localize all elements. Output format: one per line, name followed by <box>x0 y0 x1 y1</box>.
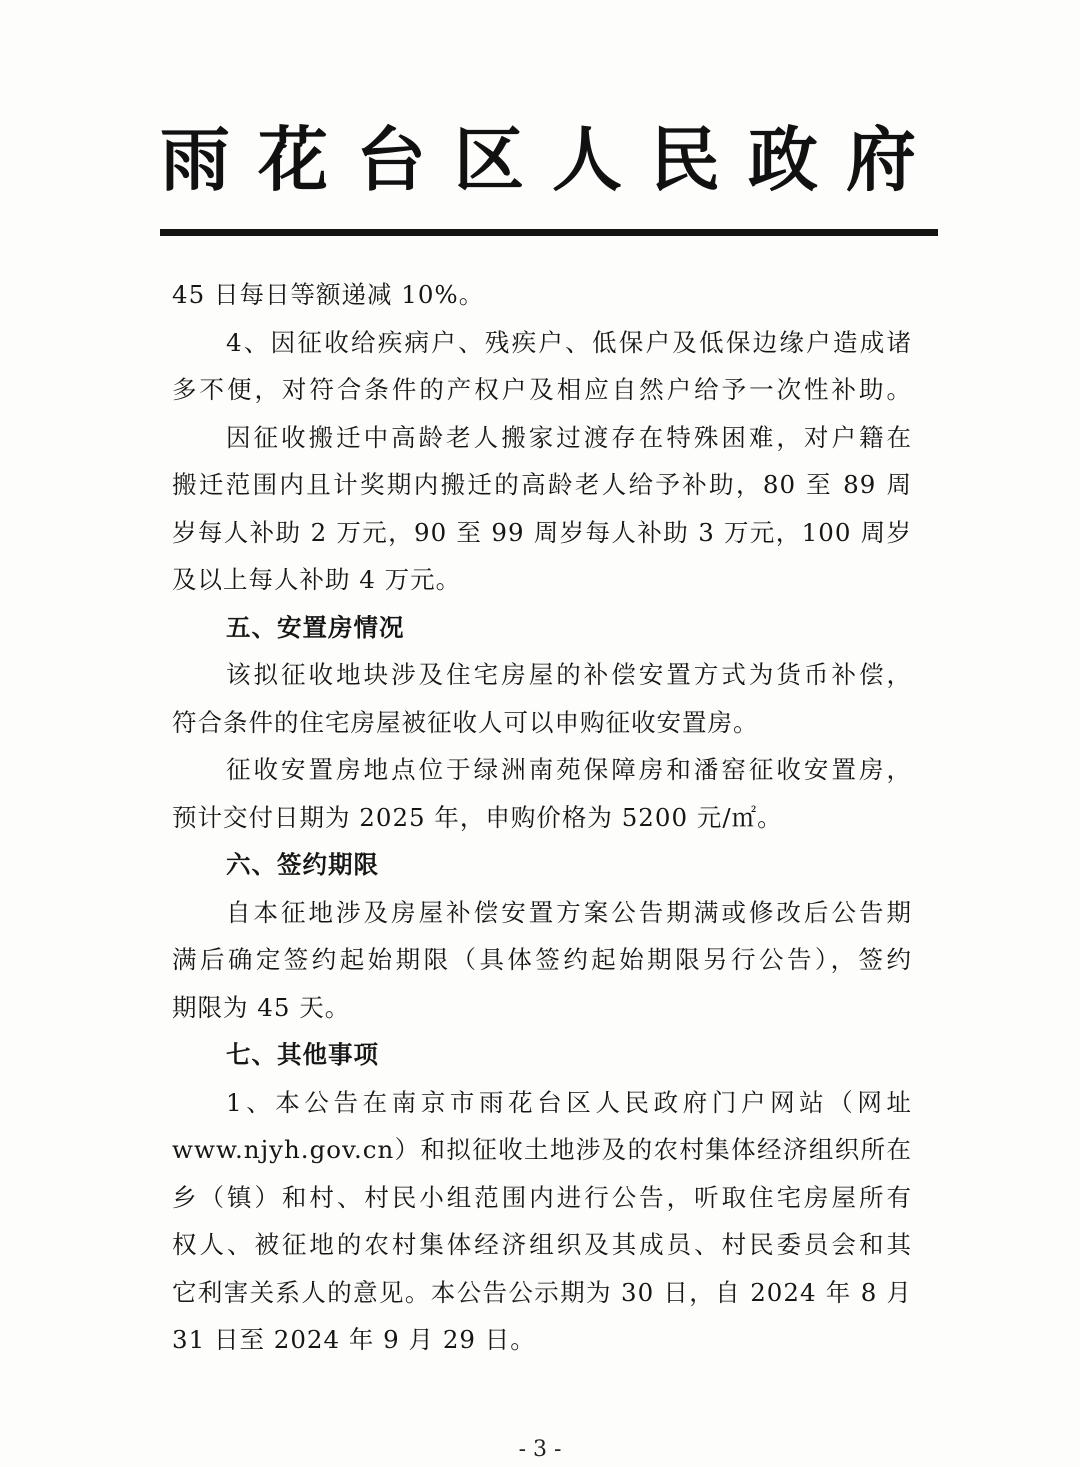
body-line: 及以上每人补助 4 万元。 <box>172 565 462 594</box>
section-heading-other-matters: 七、其他事项 <box>226 1040 379 1069</box>
body-line: 征收安置房地点位于绿洲南苑保障房和潘窑征收安置房， <box>226 755 912 784</box>
body-line: 符合条件的住宅房屋被征收人可以申购征收安置房。 <box>172 707 759 737</box>
section-heading-signing-period: 六、签约期限 <box>226 850 379 879</box>
body-line: 自本征地涉及房屋补偿安置方案公告期满或修改后公告期 <box>226 897 912 927</box>
body-line: 因征收搬迁中高龄老人搬家过渡存在特殊困难，对户籍在 <box>226 422 912 452</box>
body-line: 31 日至 2024 年 9 月 29 日。 <box>172 1325 536 1354</box>
page-number: - 3 - <box>518 1437 562 1462</box>
body-line: 搬迁范围内且计奖期内搬迁的高龄老人给予补助，80 至 89 周 <box>172 470 912 499</box>
body-line: 权人、被征地的农村集体经济组织及其成员、村民委员会和其 <box>172 1230 912 1259</box>
body-line: 期限为 45 天。 <box>172 992 351 1022</box>
document-body <box>172 271 912 1364</box>
body-line: 多不便，对符合条件的产权户及相应自然户给予一次性补助。 <box>172 375 912 404</box>
letterhead-rule <box>160 229 938 236</box>
body-line: 它利害关系人的意见。本公告公示期为 30 日，自 2024 年 8 月 <box>172 1277 912 1307</box>
body-line: 乡（镇）和村、村民小组范围内进行公告，听取住宅房屋所有 <box>172 1182 912 1212</box>
section-heading-resettlement-housing: 五、安置房情况 <box>226 612 405 642</box>
body-line: 1、本公告在南京市雨花台区人民政府门户网站（网址 <box>226 1087 912 1117</box>
body-line: 4、因征收给疾病户、残疾户、低保户及低保边缘户造成诸 <box>226 327 912 357</box>
body-line: 该拟征收地块涉及住宅房屋的补偿安置方式为货币补偿， <box>226 660 912 689</box>
body-line: 满后确定签约起始期限（具体签约起始期限另行公告），签约 <box>172 945 912 974</box>
body-line: 预计交付日期为 2025 年，申购价格为 5200 元/㎡。 <box>172 802 783 832</box>
body-line: 45 日每日等额递减 10%。 <box>172 280 485 309</box>
body-line: www.njyh.gov.cn）和拟征收土地涉及的农村集体经济组织所在 <box>172 1135 912 1164</box>
letterhead-title: 雨花台区人民政府 <box>160 118 944 201</box>
body-line: 岁每人补助 2 万元，90 至 99 周岁每人补助 3 万元，100 周岁 <box>172 517 912 547</box>
